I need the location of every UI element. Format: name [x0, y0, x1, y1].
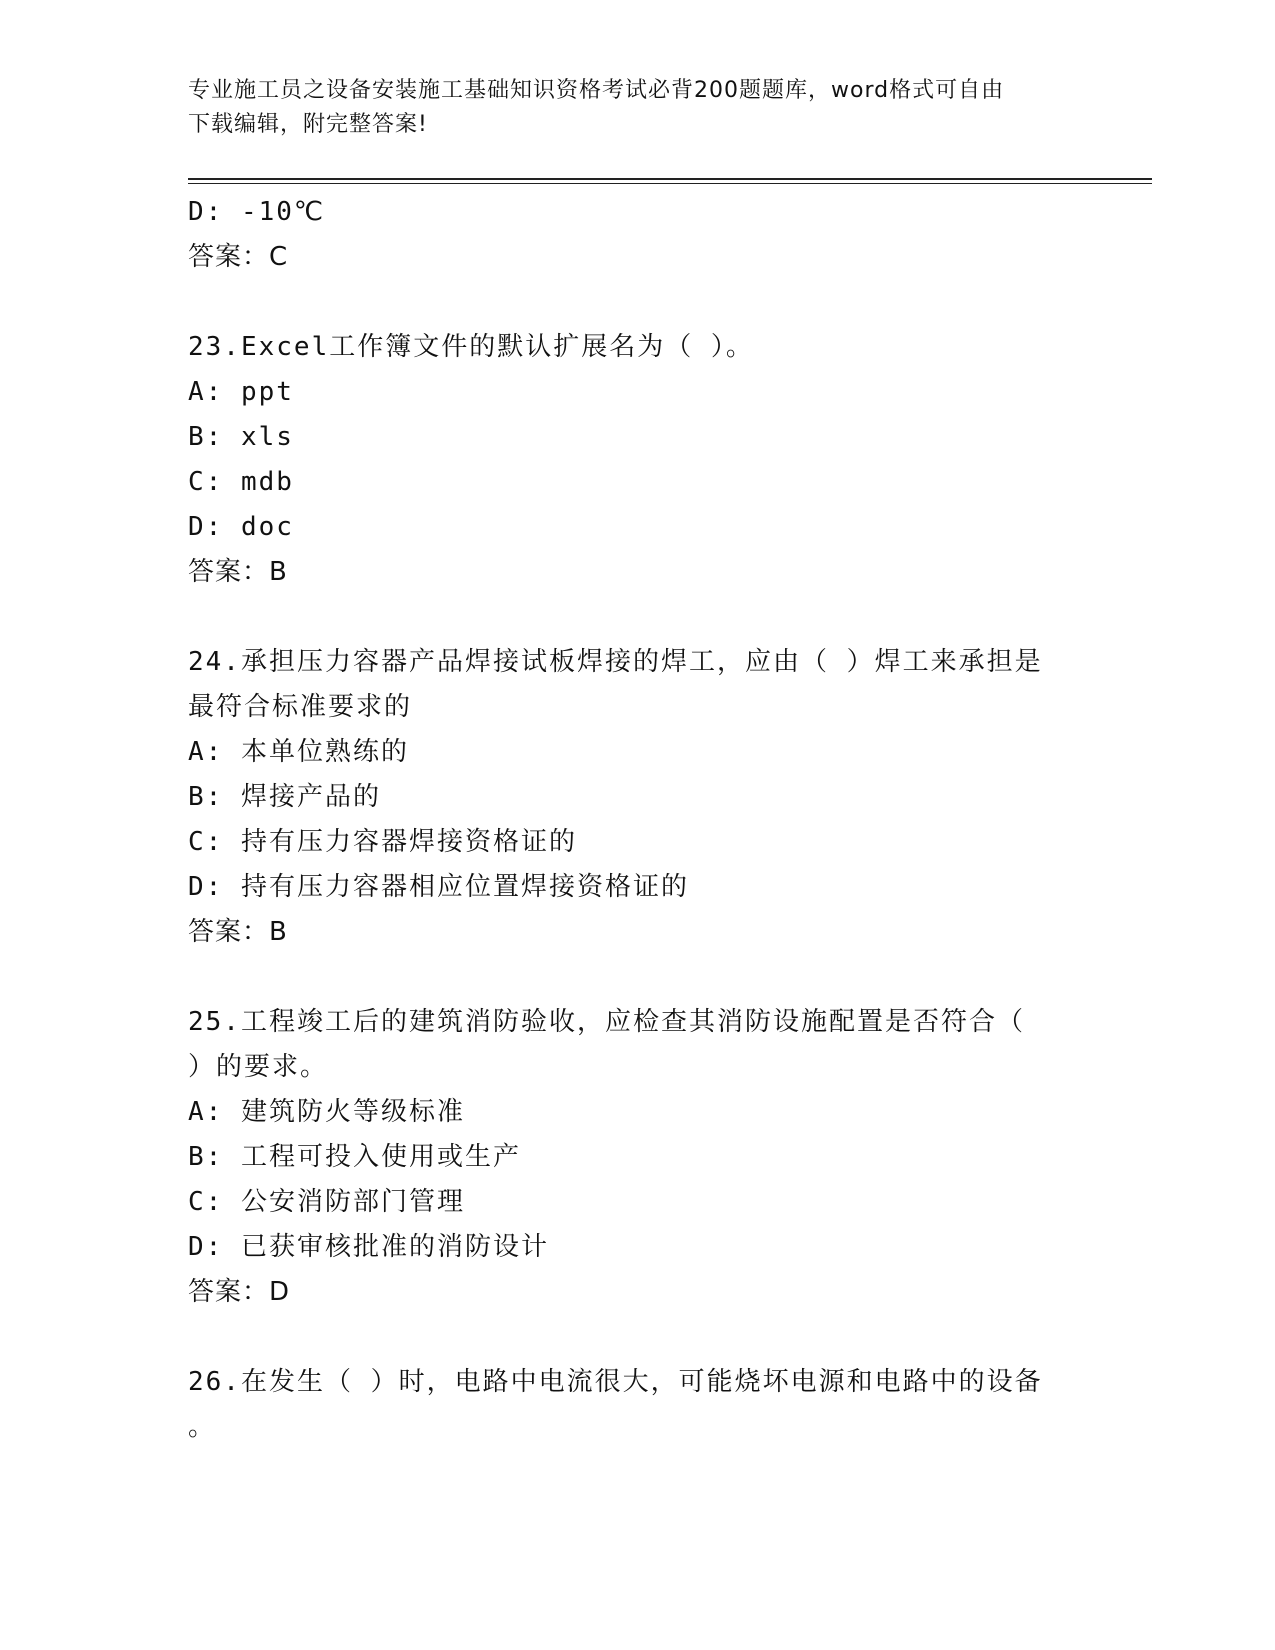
- answer: 答案：D: [188, 1277, 291, 1307]
- question-text: [188, 640, 1068, 730]
- question-line: 24.承担压力容器产品焊接试板焊接的焊工，应由（ ）焊工来承担是: [188, 647, 1043, 677]
- spacer: [188, 1315, 1068, 1360]
- question-line: 23.Excel工作簿文件的默认扩展名为（ ）。: [188, 332, 754, 362]
- option-c: C: 公安消防部门管理: [188, 1187, 465, 1217]
- question-line: 。: [188, 1412, 217, 1442]
- spacer: [188, 955, 1068, 1000]
- question-line: 25.工程竣工后的建筑消防验收，应检查其消防设施配置是否符合（: [188, 1007, 1025, 1037]
- question-26: [188, 1360, 1068, 1450]
- option-d: D: doc: [188, 512, 294, 542]
- option-b: B: xls: [188, 422, 294, 452]
- option-c: C: 持有压力容器焊接资格证的: [188, 827, 577, 857]
- question-text: [188, 1360, 1068, 1450]
- question-text: [188, 325, 1068, 370]
- header-rule-thick: [188, 178, 1152, 180]
- question-line: ）的要求。: [188, 1052, 329, 1082]
- option-a: A: 本单位熟练的: [188, 737, 409, 767]
- answer: 答案：B: [188, 917, 288, 947]
- option-a: A: ppt: [188, 377, 294, 407]
- question-23: [188, 325, 1068, 595]
- header-rule-thin: [188, 183, 1152, 184]
- option-b: B: 焊接产品的: [188, 782, 381, 812]
- question-list: [188, 190, 1068, 1450]
- question-text: [188, 1000, 1068, 1090]
- question-line: 26.在发生（ ）时，电路中电流很大，可能烧坏电源和电路中的设备: [188, 1367, 1043, 1397]
- header-line-2: 下载编辑，附完整答案!: [188, 112, 428, 137]
- option-c: C: mdb: [188, 467, 294, 497]
- option-a: A: 建筑防火等级标准: [188, 1097, 465, 1127]
- option-d: D: 已获审核批准的消防设计: [188, 1232, 549, 1262]
- answer: 答案：B: [188, 557, 288, 587]
- question-25: [188, 1000, 1068, 1315]
- prev-option-d: D: -10℃: [188, 197, 326, 227]
- document-header: [188, 74, 1068, 142]
- spacer: [188, 280, 1068, 325]
- question-24: [188, 640, 1068, 955]
- question-line: 最符合标准要求的: [188, 692, 413, 722]
- header-line-1: 专业施工员之设备安装施工基础知识资格考试必背200题题库，word格式可自由: [188, 78, 1005, 103]
- option-d: D: 持有压力容器相应位置焊接资格证的: [188, 872, 689, 902]
- prev-answer: 答案：C: [188, 242, 289, 272]
- option-b: B: 工程可投入使用或生产: [188, 1142, 521, 1172]
- spacer: [188, 595, 1068, 640]
